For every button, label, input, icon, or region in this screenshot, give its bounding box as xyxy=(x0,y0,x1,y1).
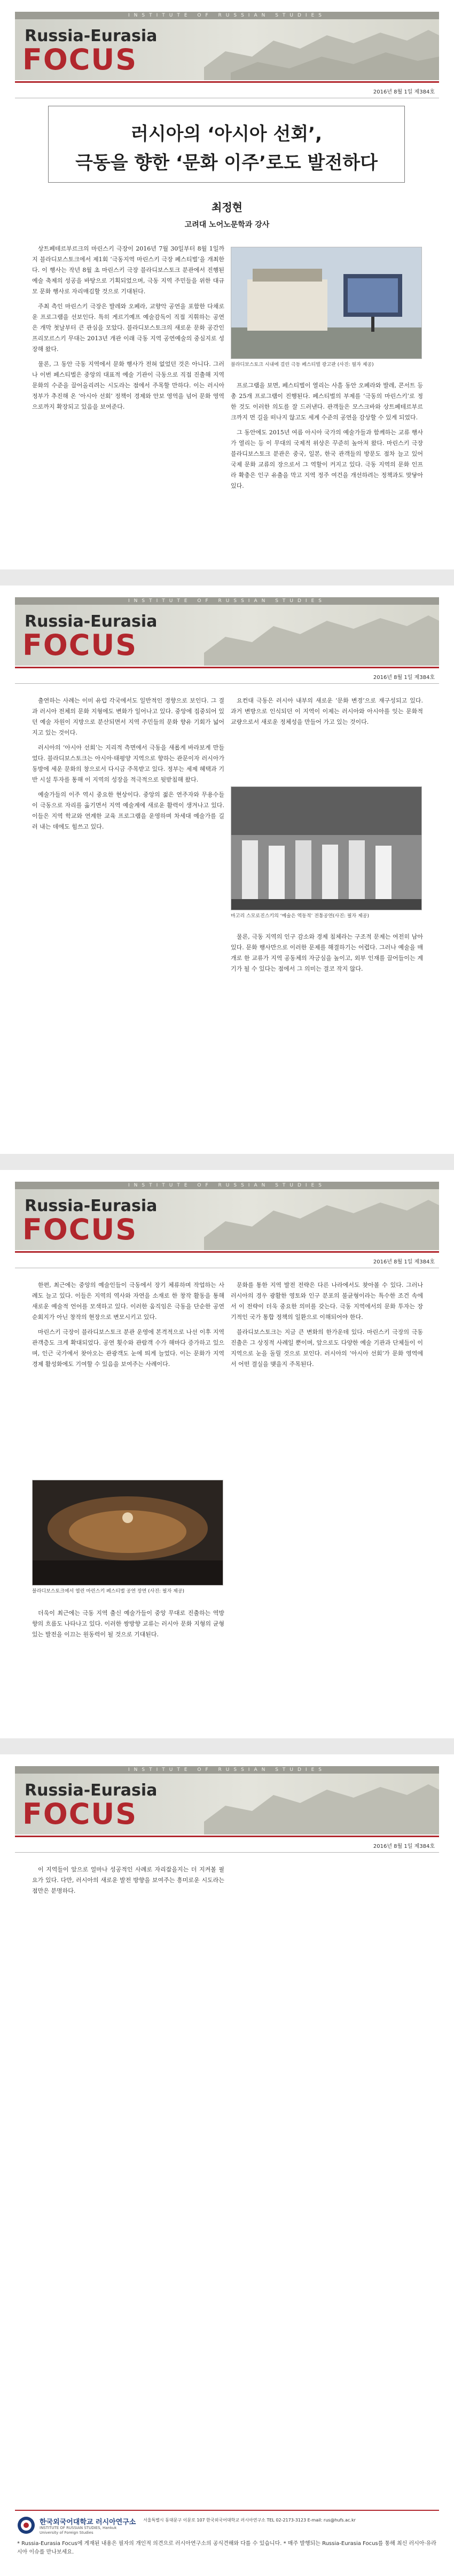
page1-left-column xyxy=(32,244,224,417)
institute-strip: INSTITUTE OF RUSSIAN STUDIES xyxy=(15,597,439,605)
institute-address: 서울특별시 동대문구 이문로 107 한국외국어대학교 러시아연구소 TEL 02-2173-3123 E-mail: rus@hufs.ac.kr xyxy=(143,2518,356,2523)
brand-russia-eurasia: Russia-Eurasia xyxy=(25,27,158,45)
page3-left-column-lower xyxy=(32,1608,224,1644)
paragraph: 마린스키 극장이 블라디보스토크 분관 운영에 본격적으로 나선 이후 지역 관객층도 크게 확대되었다. 공연 횟수와 관람객 수가 해마다 증가하고 있으며, 인근 국가에서 찾아오는 관광객도 눈에 띄게 늘었다. 이는 문화가 지역 경제 활성화에도 기여할 수 있음을 보여주는 사례이다. xyxy=(32,1329,224,1368)
brand-focus: FOCUS xyxy=(22,1213,138,1246)
issue-date: 2016년 8월 1일 제384호 xyxy=(373,1259,435,1265)
header-banner xyxy=(15,1766,439,1835)
map-graphic xyxy=(193,1189,439,1250)
brand-focus: FOCUS xyxy=(22,1797,138,1831)
concert-image xyxy=(33,1480,223,1585)
title-line-1: 러시아의 ‘아시아 선회’, xyxy=(130,123,323,145)
institute-strip: INSTITUTE OF RUSSIAN STUDIES xyxy=(15,1182,439,1189)
page-2 xyxy=(0,586,454,1154)
header-banner xyxy=(15,12,439,80)
paragraph: 이 지역들이 앞으로 얼마나 성공적인 사례로 자리잡을지는 더 지켜볼 필요가 있다. 다만, 러시아의 새로운 발전 방향을 보여주는 흥미로운 시도라는 점만은 분명하다. xyxy=(32,1866,224,1894)
brand-focus: FOCUS xyxy=(22,628,138,662)
header-banner xyxy=(15,1182,439,1250)
title-line-2: 극동을 향한 ‘문화 이주’로도 발전하다 xyxy=(75,152,378,174)
page3-left-column xyxy=(32,1280,224,1374)
page-separator xyxy=(0,569,454,586)
performance-image xyxy=(231,787,421,910)
map-graphic xyxy=(193,19,439,80)
brand-russia-eurasia: Russia-Eurasia xyxy=(25,612,158,631)
footer-rule xyxy=(15,2510,439,2511)
brand-russia-eurasia: Russia-Eurasia xyxy=(25,1197,158,1215)
page3-photo-caption: 블라디보스토크에서 열린 마린스키 페스티벌 공연 장면 (사진: 필자 제공) xyxy=(32,1589,185,1594)
paragraph: 블라디보스토크는 지금 큰 변화의 한가운데 있다. 마린스키 극장의 극동 진출은 그 상징적 사례일 뿐이며, 앞으로도 다양한 예술 기관과 단체들이 이 지역으로 눈을 돌릴 것으로 보인다. 러시아의 ‘아시아 선회’가 문화 영역에서 어떤 결실을 맺을지 주목된다. xyxy=(231,1329,423,1368)
theatre-image xyxy=(231,247,421,358)
theatre-photo xyxy=(231,247,422,359)
institute-name-en: INSTITUTE OF RUSSIAN STUDIES, Hankuk University of Foreign Studies xyxy=(40,2526,117,2535)
paragraph: 요컨대 극동은 러시아 내부의 새로운 ‘문화 변경’으로 재구성되고 있다. 과거 변방으로 인식되던 이 지역이 이제는 러시아와 아시아를 잇는 문화적 교량으로서 새로운 정체성을 만들어 가고 있는 것이다. xyxy=(231,697,423,725)
brand-focus: FOCUS xyxy=(22,43,138,76)
page-separator xyxy=(0,1154,454,1170)
author-affiliation: 고려대 노어노문학과 강사 xyxy=(184,221,270,229)
paragraph: 상트페테르부르크의 마린스키 극장이 2016년 7월 30일부터 8월 1일까지 블라디보스토크에서 제1회 ‘극동지역 마린스키 극장 페스티벌’을 개최한다. 이 행사는 작년 8월 초 마린스키 극장 블라디보스토크 분관에서 진행된 예술 축제의 성공을 바탕으로 기획되었으며, 극동 지역 주민들을 위한 대규모 문화 행사로 자리매김할 것으로 기대된다. xyxy=(32,245,224,295)
paragraph: 출연하는 사례는 이미 유럽 각국에서도 일반적인 경향으로 보인다. 그 결과 러시아 전체의 문화 지형에도 변화가 일어나고 있다. 중앙에 집중되어 있던 예술 자원이 지방으로 분산되면서 지역 주민들의 문화 향유 기회가 넓어지고 있는 것이다. xyxy=(32,697,224,736)
paragraph: 물론, 극동 지역의 인구 감소와 경제 침체라는 구조적 문제는 여전히 남아 있다. 문화 행사만으로 이러한 문제를 해결하기는 어렵다. 그러나 예술을 매개로 한 교류가 지역 공동체의 자긍심을 높이고, 외부 인재를 끌어들이는 계기가 될 수 있다는 점에서 그 의미는 결코 작지 않다. xyxy=(231,933,423,972)
institute-logo-icon xyxy=(17,2516,35,2534)
footer xyxy=(15,2510,439,2563)
page2-left-column xyxy=(32,696,224,837)
paragraph: 주최 측인 마린스키 극장은 발레와 오페라, 교향악 공연을 포함한 다채로운 프로그램을 선보인다. 특히 게르기예프 예술감독이 직접 지휘하는 공연은 개막 첫날부터 큰 관심을 모았다. 블라디보스토크의 새로운 문화 공간인 프리모르스키 무대는 2013년 개관 이래 극동 지역 공연예술의 중심지로 성장해 왔다. xyxy=(32,303,224,353)
paragraph: 예술가들의 이주 역시 중요한 현상이다. 중앙의 젊은 연주자와 무용수들이 극동으로 자리를 옮기면서 지역 예술계에 새로운 활력이 생겨나고 있다. 이들은 지역 학교와 연계한 교육 프로그램을 운영하며 차세대 예술가를 길러 내는 데에도 힘쓰고 있다. xyxy=(32,791,224,830)
issue-bar xyxy=(15,1836,439,1853)
page2-right-column xyxy=(231,696,423,732)
page-1 xyxy=(0,0,454,569)
issue-date: 2016년 8월 1일 제384호 xyxy=(373,1844,435,1849)
paragraph: 더욱이 최근에는 극동 지역 출신 예술가들이 중앙 무대로 진출하는 역방향의 흐름도 나타나고 있다. 이러한 쌍방향 교류는 러시아 문화 지형의 균형 있는 발전을 이끄는 원동력이 될 것으로 기대된다. xyxy=(32,1610,224,1638)
page1-photo-caption: 블라디보스토크 시내에 걸린 극동 페스티벌 광고판 (사진: 필자 제공) xyxy=(231,362,374,368)
institute-strip: INSTITUTE OF RUSSIAN STUDIES xyxy=(15,1766,439,1774)
paragraph: 한편, 최근에는 중앙의 예술인들이 극동에서 장기 체류하며 작업하는 사례도 늘고 있다. 이들은 지역의 역사와 자연을 소재로 한 창작 활동을 통해 새로운 예술적 언어를 모색하고 있다. 이러한 움직임은 극동을 단순한 공연 순회지가 아닌 창작의 현장으로 변모시키고 있다. xyxy=(32,1282,224,1321)
institute-strip: INSTITUTE OF RUSSIAN STUDIES xyxy=(15,12,439,19)
issue-date: 2016년 8월 1일 제384호 xyxy=(373,89,435,95)
paragraph: 프로그램을 보면, 페스티벌이 열리는 사흘 동안 오페라와 발레, 콘서트 등 총 25개 프로그램이 진행된다. 페스티벌의 부제를 ‘극동의 마린스키’로 정한 것도 이러한 의도를 잘 드러낸다. 관객들은 모스크바와 상트페테르부르크까지 먼 길을 떠나지 않고도 세계 수준의 공연을 감상할 수 있게 되었다. xyxy=(231,382,423,421)
page1-right-column xyxy=(231,380,423,496)
page-3 xyxy=(0,1170,454,1738)
paragraph: 그 동안에도 2015년 여름 아시아 국가의 예술가들과 함께하는 교류 행사가 열리는 등 이 무대의 국제적 위상은 꾸준히 높아져 왔다. 마린스키 극장 블라디보스토크 분관은 중국, 일본, 한국 관객들의 방문도 점차 늘고 있어 국제 문화 교류의 장으로서 그 역할이 커지고 있다. 극동 지역의 문화 인프라 확충은 인구 유출을 막고 지역 정주 여건을 개선하려는 정책과도 맞닿아 있다. xyxy=(231,429,423,489)
page4-left-column xyxy=(32,1864,224,1901)
author-name: 최정현 xyxy=(212,201,242,214)
issue-bar xyxy=(15,81,439,98)
institute-name: 한국외국어대학교 러시아연구소 xyxy=(40,2518,136,2526)
page-separator xyxy=(0,1738,454,1754)
header-banner xyxy=(15,597,439,666)
issue-date: 2016년 8월 1일 제384호 xyxy=(373,675,435,681)
performance-photo xyxy=(231,786,422,910)
page-4 xyxy=(0,1754,454,2576)
issue-bar xyxy=(15,667,439,684)
footer-note: * Russia-Eurasia Focus에 게재된 내용은 필자의 개인적 의견으로 러시아연구소의 공식견해와 다를 수 있습니다. * 매주 발행되는 Russia-Eurasia Focus를 통해 최신 러시아·유라시아 이슈를 만나보세요. xyxy=(17,2541,436,2555)
paragraph: 러시아의 ‘아시아 선회’는 지리적 측면에서 극동을 새롭게 바라보게 만들었다. 블라디보스토크는 아시아·태평양 지역으로 향하는 관문이자 러시아가 동방에 세운 문화의 창으로서 다시금 주목받고 있다. 정부는 세제 혜택과 기반 시설 투자를 통해 이 지역의 성장을 적극적으로 뒷받침해 왔다. xyxy=(32,744,224,783)
title-box xyxy=(48,106,405,183)
page2-right-column-lower xyxy=(231,932,423,979)
map-graphic xyxy=(193,1774,439,1835)
issue-bar xyxy=(15,1251,439,1268)
page2-photo-caption: 마고리 스모로진스키의 ‘예술은 역동적’ 전통공연(사진: 필자 제공) xyxy=(231,914,369,919)
map-graphic xyxy=(193,605,439,666)
paragraph: 물론, 그 동안 극동 지역에서 문화 행사가 전혀 없었던 것은 아니다. 그러나 이번 페스티벌은 중앙의 대표적 예술 기관이 극동으로 직접 진출해 지역 문화의 수준을 끌어올리려는 시도라는 점에서 주목할 만하다. 이는 러시아 정부가 추진해 온 ‘아시아 선회’ 정책이 경제와 안보 영역을 넘어 문화 영역으로까지 확장되고 있음을 보여준다. xyxy=(32,361,224,410)
paragraph: 문화를 통한 지역 발전 전략은 다른 나라에서도 찾아볼 수 있다. 그러나 러시아의 경우 광활한 영토와 인구 분포의 불균형이라는 특수한 조건 속에서 이 전략이 더욱 중요한 의미를 갖는다. 극동 지역에서의 문화 투자는 장기적인 국가 통합 정책의 일환으로 이해되어야 한다. xyxy=(231,1282,423,1321)
page3-right-column xyxy=(231,1280,423,1374)
brand-russia-eurasia: Russia-Eurasia xyxy=(25,1781,158,1800)
concert-photo xyxy=(32,1480,223,1586)
